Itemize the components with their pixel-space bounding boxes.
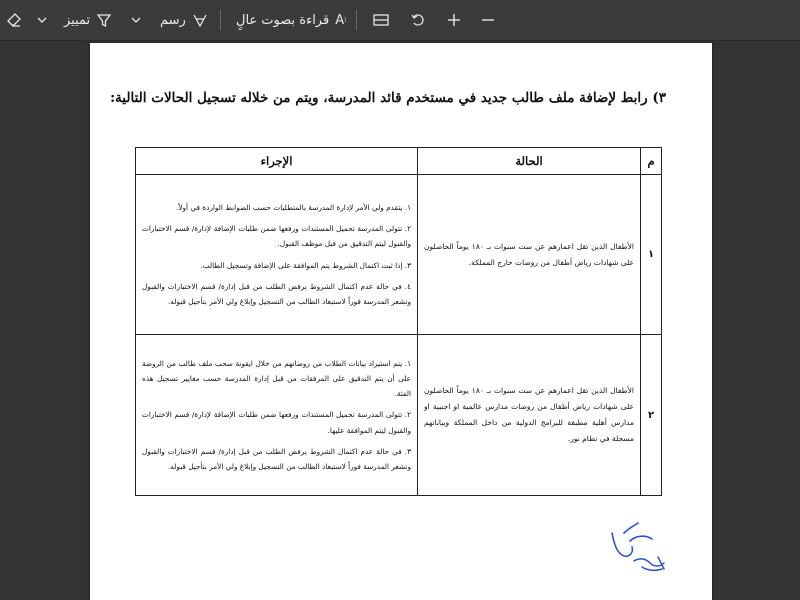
rotate-button[interactable] [410, 8, 426, 32]
procedure-step: ١. يتم استيراد بيانات الطلاب من روضاتهم من خلال ايقونة سحب ملف طالب من الروضة على أن يتم التدقيق على المرفقات من قبل إدارة المدرسة حسب معايير تسجيل هذه الفئة. [142, 358, 411, 399]
section-heading: ٣) رابط لإضافة ملف طالب جديد في مستخدم قائد المدرسة، ويتم من خلاله تسجيل الحالات التالية: [110, 90, 666, 106]
chevron-down-icon [130, 14, 142, 26]
procedure-step: ٤. في حالة عدم اكتمال الشروط يرفض الطلب من قبل إدارة/ قسم الاختبارات والقبول وتشعر المدرسة فوراً لاستبعاد الطالب من التسجيل وإبلاغ ولي الأمر بتأجيل قبوله. [142, 281, 411, 306]
highlight-dropdown-chevron[interactable] [36, 8, 48, 32]
procedure-step: ١. يتقدم ولي الأمر لإدارة المدرسة بالمتطلبات حسب الضوابط الواردة في أولاً. [176, 202, 411, 212]
plus-icon [446, 12, 462, 28]
eraser-icon [6, 12, 22, 28]
eraser-button[interactable] [6, 8, 22, 32]
table-header-row [136, 148, 662, 175]
zoom-in-button[interactable] [446, 8, 462, 32]
cases-table [135, 147, 662, 496]
draw-label: رسم [160, 12, 186, 28]
row-number: ٢ [641, 335, 662, 496]
read-aloud-label: قراءة بصوت عالٍ [236, 12, 330, 28]
highlighter-icon [96, 12, 112, 28]
procedure-step: ٣. إذا ثبت اكتمال الشروط يتم الموافقة على الإضافة وتسجيل الطالب. [200, 260, 411, 270]
row-procedure [136, 175, 418, 335]
pdf-page [90, 43, 712, 600]
row-procedure [136, 335, 418, 496]
header-number: م [641, 148, 662, 175]
read-aloud-icon: A⁾ [335, 12, 347, 28]
pen-icon [192, 12, 208, 28]
header-procedure: الإجراء [136, 148, 418, 175]
minus-icon [480, 12, 496, 28]
page-view-button[interactable] [372, 8, 390, 32]
zoom-out-button[interactable] [480, 8, 496, 32]
procedure-step: ٢. تتولى المدرسة تحميل المستندات ورفعها ضمن طلبات الإضافة لإدارة/ قسم الاختبارات والقبول ليتم التدقيق من قبل موظف القبول. [142, 224, 411, 249]
procedure-step: ٣. في حالة عدم اكتمال الشروط يرفض الطلب من قبل إدارة/ قسم الاختبارات والقبول وتشعر المدرسة فوراً لاستبعاد الطالب من التسجيل وإبلاغ ولي الأمر بتأجيل قبوله. [142, 446, 411, 471]
handwritten-signature [602, 513, 682, 583]
toolbar-divider [220, 10, 221, 30]
header-case: الحالة [418, 148, 641, 175]
table-row [136, 175, 662, 335]
row-number: ١ [641, 175, 662, 335]
pdf-toolbar [0, 0, 800, 41]
read-aloud-button[interactable] [236, 8, 346, 32]
row-case-text: الأطفال الذين تقل اعمارهم عن ست سنوات بـ ١٨٠ يوماً الحاصلون على شهادات رياض أطفال من روضات خارج المملكة. [418, 175, 641, 335]
draw-button[interactable] [160, 8, 208, 32]
toolbar-divider [356, 10, 357, 30]
highlight-button[interactable] [64, 8, 112, 32]
draw-dropdown-chevron[interactable] [130, 8, 142, 32]
rotate-icon [410, 12, 426, 28]
page-view-icon [372, 12, 390, 28]
highlight-label: تمييز [64, 12, 91, 28]
table-row [136, 335, 662, 496]
procedure-step: ٢. تتولى المدرسة تحميل المستندات ورفعها ضمن طلبات الإضافة لإدارة/ قسم الاختبارات والقبول ليتم الموافقة عليها. [142, 410, 411, 435]
chevron-down-icon [36, 14, 48, 26]
row-case-text: الأطفال الذين تقل اعمارهم عن ست سنوات بـ ١٨٠ يوماً الحاصلون على شهادات رياض أطفال من روضات مدارس عالمية او اجنبية او مدارس أهلية مطبقة للبرامج الدولية من داخل المملكة وبياناتهم مسجلة في نظام نور. [418, 335, 641, 496]
